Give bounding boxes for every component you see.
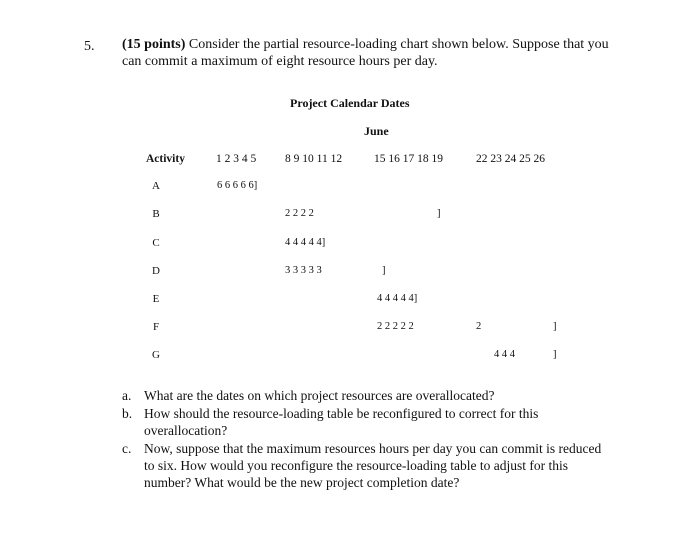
row-d-cell: 3 3 3 3 3	[285, 265, 322, 276]
activity-label-f: F	[152, 321, 160, 333]
row-d-end: ]	[382, 265, 386, 276]
activity-label-e: E	[152, 293, 160, 305]
activity-label-d: D	[152, 265, 160, 277]
activity-label-b: B	[152, 208, 160, 220]
date-group-2: 8 9 10 11 12	[285, 153, 343, 165]
question-number: 5.	[84, 39, 95, 54]
subquestion-b	[122, 406, 538, 422]
activity-label-c: C	[152, 237, 160, 249]
row-f-cell-2: 2	[476, 321, 482, 332]
subquestion-b-text-2: overallocation?	[144, 423, 228, 438]
question-line-1-text: Consider the partial resource-loading chart shown below. Suppose that you	[185, 37, 609, 52]
subquestion-c-label: c.	[122, 441, 132, 456]
row-f-cell: 2 2 2 2 2	[377, 321, 414, 332]
row-f-end: ]	[553, 321, 557, 332]
subquestion-a-label: a.	[122, 388, 132, 403]
row-a-cell: 6 6 6 6 6]	[217, 180, 258, 191]
activity-label-g: G	[152, 349, 160, 361]
activity-header: Activity	[146, 153, 185, 165]
row-c-cell: 4 4 4 4 4]	[285, 237, 326, 248]
row-g-cell: 4 4 4	[494, 349, 515, 360]
activity-label-a: A	[152, 180, 160, 192]
chart-month: June	[364, 124, 389, 138]
subquestion-c-text-2: to six. How would you reconfigure the resource-loading table to adjust for this	[144, 458, 569, 473]
chart-title: Project Calendar Dates	[290, 96, 410, 110]
subquestion-a-text: What are the dates on which project resources are overallocated?	[144, 388, 495, 403]
question-line-2: can commit a maximum of eight resource hours per day.	[122, 54, 438, 69]
row-e-cell: 4 4 4 4 4]	[377, 293, 418, 304]
date-group-3: 15 16 17 18 19	[374, 153, 443, 165]
date-group-4: 22 23 24 25 26	[476, 153, 545, 165]
row-b-end: ]	[437, 208, 441, 219]
date-group-1: 1 2 3 4 5	[216, 153, 257, 165]
question-points: (15 points)	[122, 37, 186, 52]
subquestion-c-text-1: Now, suppose that the maximum resources hours per day you can commit is reduced	[144, 441, 602, 456]
subquestion-c-text-3: number? What would be the new project completion date?	[144, 475, 460, 490]
question-line-1	[122, 37, 609, 53]
subquestion-b-text-1: How should the resource-loading table be reconfigured to correct for this	[144, 406, 539, 421]
row-g-end: ]	[553, 349, 557, 360]
subquestion-b-label: b.	[122, 406, 133, 421]
subquestion-c	[122, 441, 601, 457]
row-b-cell: 2 2 2 2	[285, 208, 314, 219]
subquestion-a	[122, 388, 494, 404]
